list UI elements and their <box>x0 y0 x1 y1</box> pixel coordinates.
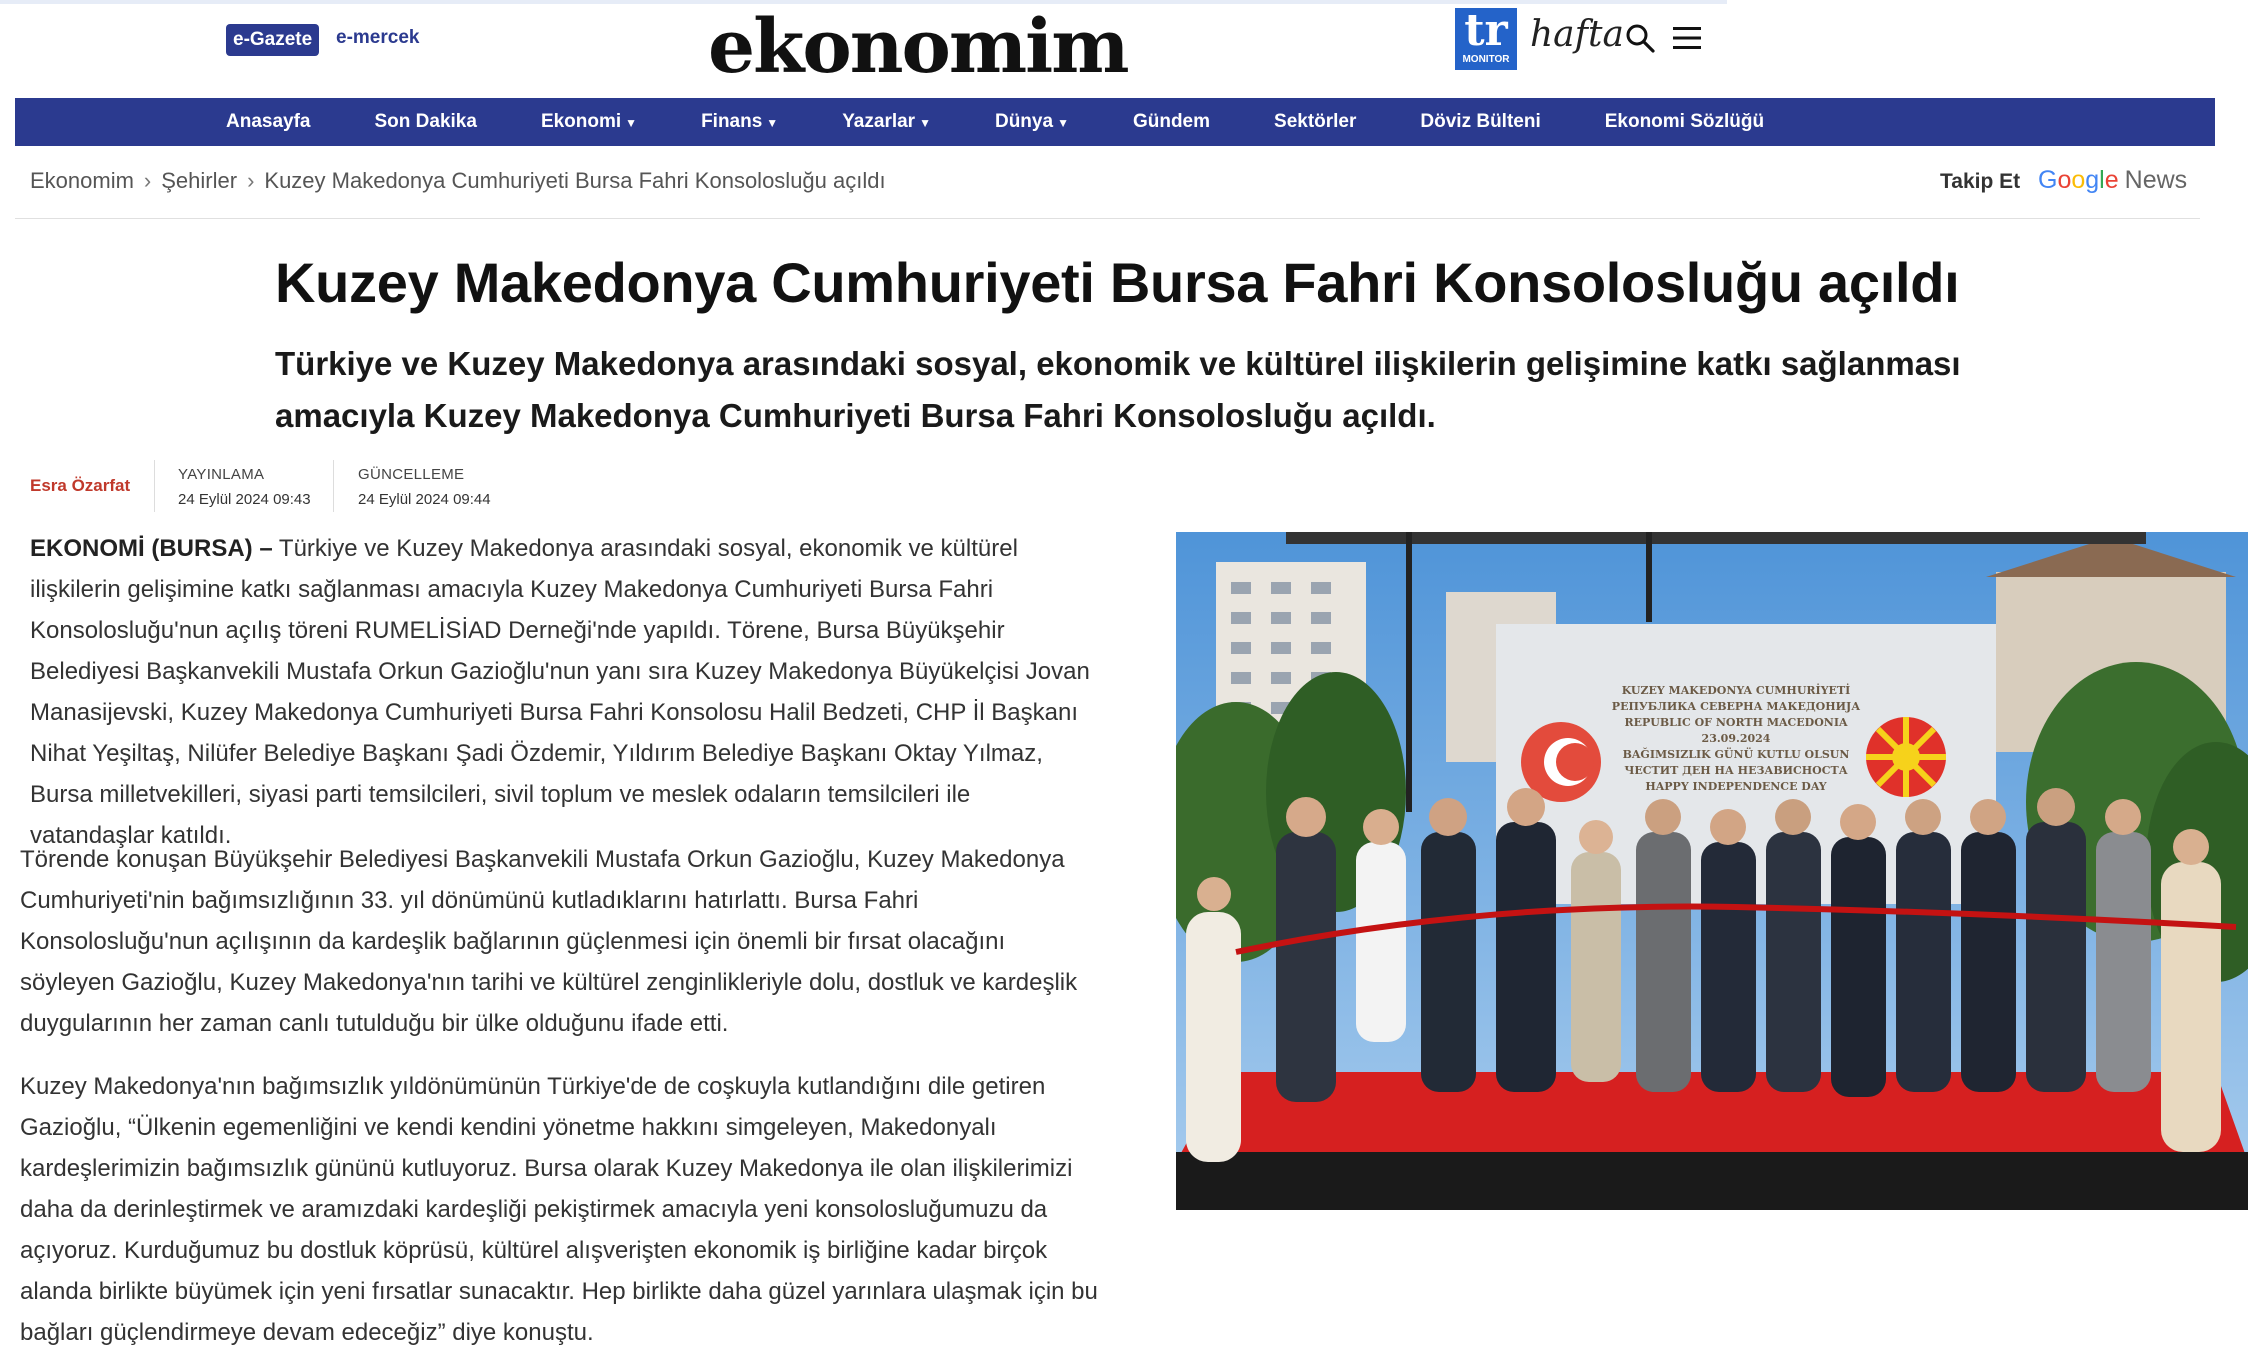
divider <box>15 218 2200 219</box>
nav-item-gundem[interactable] <box>1133 111 1210 133</box>
chevron-right-icon: › <box>143 168 152 193</box>
main-nav <box>15 98 2215 146</box>
site-logo[interactable]: ekonomim <box>708 4 1128 90</box>
nav-item-sektorler[interactable] <box>1274 111 1356 133</box>
published-date: 24 Eylül 2024 09:43 <box>178 491 311 508</box>
article-paragraph: Kuzey Makedonya'nın bağımsızlık yıldönümünün Türkiye'de de coşkuyla kutlandığını dile getiren Gazioğlu, “Ülkenin egemenliğini ve kendi kendini yönetme hakkını simgeleyen, Makedonyalı kardeşlerimizin bağımsızlık gününü kutluyoruz. Bursa olarak Kuzey Makedonya ile olan ilişkilerimizi daha da derinleştirmek ve aramızdaki kardeşliği pekiştirmek amacıyla yeni konsolosluğumuzu da açıyoruz. Kurduğumuz bu dostluk köprüsü, kültürel alışverişten ekonomik iş birliğine kadar birçok alanda birlikte büyümek için yeni fırsatlar sunacaktır. Hep birlikte daha güzel yarınlara ulaşmak için bu bağları güçlendirmeye devam edeceğiz” diye konuştu. <box>20 1073 1098 1346</box>
banner-text: BAĞIMSIZLIK GÜNÜ KUTLU OLSUN <box>1622 748 1850 761</box>
banner-text: ЧЕСТИТ ДЕН НА НЕЗАВИСНОСТА <box>1624 764 1848 777</box>
e-mercek-link[interactable]: e-mercek <box>336 27 420 48</box>
caret-down-icon: ▼ <box>1057 116 1069 130</box>
article-title: Kuzey Makedonya Cumhuriyeti Bursa Fahri Konsolosluğu açıldı <box>275 251 1960 314</box>
google-logo-letter: e <box>2104 166 2119 194</box>
nav-item-label: Anasayfa <box>226 111 311 132</box>
meta-divider <box>333 460 334 512</box>
search-icon[interactable] <box>1624 22 1656 54</box>
google-logo-letter: o <box>2071 166 2086 194</box>
google-logo-letter: o <box>2057 166 2072 194</box>
article-paragraph <box>30 528 1100 856</box>
hamburger-menu-icon[interactable] <box>1671 24 1703 52</box>
breadcrumb-item-ekonomim[interactable]: Ekonomim <box>30 168 134 193</box>
google-logo-letter: G <box>2038 166 2058 194</box>
trmonitor-logo[interactable] <box>1455 5 1517 70</box>
updated-date: 24 Eylül 2024 09:44 <box>358 491 491 508</box>
banner-text: HAPPY INDEPENDENCE DAY <box>1645 780 1827 793</box>
nav-item-doviz-bulteni[interactable] <box>1420 111 1540 133</box>
e-gazete-button[interactable]: e-Gazete <box>226 24 319 56</box>
nav-item-son-dakika[interactable] <box>375 111 477 133</box>
trmonitor-logo-text: MONITOR <box>1462 54 1510 65</box>
nav-item-yazarlar[interactable] <box>842 111 931 133</box>
trmonitor-logo-mark: tr <box>1464 5 1508 56</box>
nav-item-ekonomi[interactable] <box>541 111 637 133</box>
article-paragraph-text: Türkiye ve Kuzey Makedonya arasındaki sosyal, ekonomik ve kültürel ilişkilerin gelişimine katkı sağlanması amacıyla Kuzey Makedonya Cumhuriyeti Bursa Fahri Konsolosluğu'nun açılış töreni RUMELİSİAD Derneği'nde yapıldı. Törene, Bursa Büyükşehir Belediyesi Başkanvekili Mustafa Orkun Gazioğlu'nun yanı sıra Kuzey Makedonya Büyükelçisi Jovan Manasijevski, Kuzey Makedonya Cumhuriyeti Bursa Fahri Konsolosu Halil Bedzeti, CHP İl Başkanı Nihat Yeşiltaş, Nilüfer Belediye Başkanı Şadi Özdemir, Yıldırım Belediye Başkanı Oktay Yılmaz, Bursa milletvekilleri, siyasi parti temsilcileri, sivil toplum ve meslek odaların temsilcileri ile vatandaşlar katıldı. <box>30 535 1090 849</box>
author-link[interactable]: Esra Özarfat <box>30 476 131 495</box>
published-label: YAYINLAMA <box>178 466 265 483</box>
banner-text: РЕПУБЛИКА СЕВЕРНА МАКЕДОНИЈА <box>1611 700 1861 713</box>
nav-item-label: Ekonomi Sözlüğü <box>1604 111 1765 132</box>
nav-item-label: Ekonomi <box>540 111 622 132</box>
breadcrumb-current: Kuzey Makedonya Cumhuriyeti Bursa Fahri Konsolosluğu açıldı <box>264 168 886 193</box>
nav-item-label: Döviz Bülteni <box>1420 111 1541 132</box>
banner-text: 23.09.2024 <box>1701 732 1771 745</box>
nav-item-label: Finans <box>701 111 763 132</box>
breadcrumb-item-sehirler[interactable]: Şehirler <box>161 168 238 193</box>
article-lead-label: EKONOMİ (BURSA) – <box>30 535 273 562</box>
nav-item-ekonomi-sozlugu[interactable] <box>1605 111 1764 133</box>
nav-item-label: Gündem <box>1132 111 1211 132</box>
caret-down-icon: ▼ <box>919 116 931 130</box>
nav-item-label: Son Dakika <box>374 111 477 132</box>
article-photo[interactable] <box>1176 532 2248 1210</box>
banner-text: REPUBLIC OF NORTH MACEDONIA <box>1624 716 1848 729</box>
follow-label: Takip Et <box>1940 170 2021 193</box>
caret-down-icon: ▼ <box>766 116 779 130</box>
chevron-right-icon: › <box>247 168 255 193</box>
google-news-follow-link[interactable] <box>2038 166 2187 195</box>
banner-text: KUZEY MAKEDONYA CUMHURİYETİ <box>1621 684 1851 697</box>
article-paragraph: Törende konuşan Büyükşehir Belediyesi Başkanvekili Mustafa Orkun Gazioğlu, Kuzey Makedonya Cumhuriyeti'nin bağımsızlığının 33. yıl dönümünü kutladıklarını hatırlattı. Bursa Fahri Konsolosluğu'nun açılışının da kardeşlik bağlarının güçlenmesi için önemli bir fırsat olacağını söyleyen Gazioğlu, Kuzey Makedonya'nın tarihi ve kültürel zenginlikleriyle dolu, dostluk ve kardeşlik duygularının her zaman canlı tutulduğu bir ülke olduğunu ifade etti. <box>20 846 1078 1037</box>
nav-item-finans[interactable] <box>701 111 778 133</box>
nav-item-label: Yazarlar <box>842 111 916 132</box>
ribbon-cutting-photo <box>1176 532 2248 1210</box>
article-subtitle: Türkiye ve Kuzey Makedonya arasındaki sosyal, ekonomik ve kültürel ilişkilerin gelişimine katkı sağlanması amacıyla Kuzey Makedonya Cumhuriyeti Bursa Fahri Konsolosluğu açıldı. <box>275 345 1961 434</box>
google-news-label: News <box>2124 166 2188 194</box>
caret-down-icon: ▼ <box>625 116 638 130</box>
meta-divider <box>154 460 155 512</box>
nav-item-label: Sektörler <box>1274 111 1357 132</box>
google-logo-letter: g <box>2085 166 2100 194</box>
nav-item-anasayfa[interactable] <box>226 111 311 133</box>
nav-item-label: Dünya <box>994 111 1054 132</box>
breadcrumb <box>30 168 886 194</box>
hafta-logo[interactable]: hafta <box>1530 14 1624 55</box>
google-logo-letter: l <box>2099 166 2105 194</box>
site-header <box>0 0 2266 96</box>
nav-item-dunya[interactable] <box>995 111 1069 133</box>
updated-label: GÜNCELLEME <box>358 466 465 483</box>
